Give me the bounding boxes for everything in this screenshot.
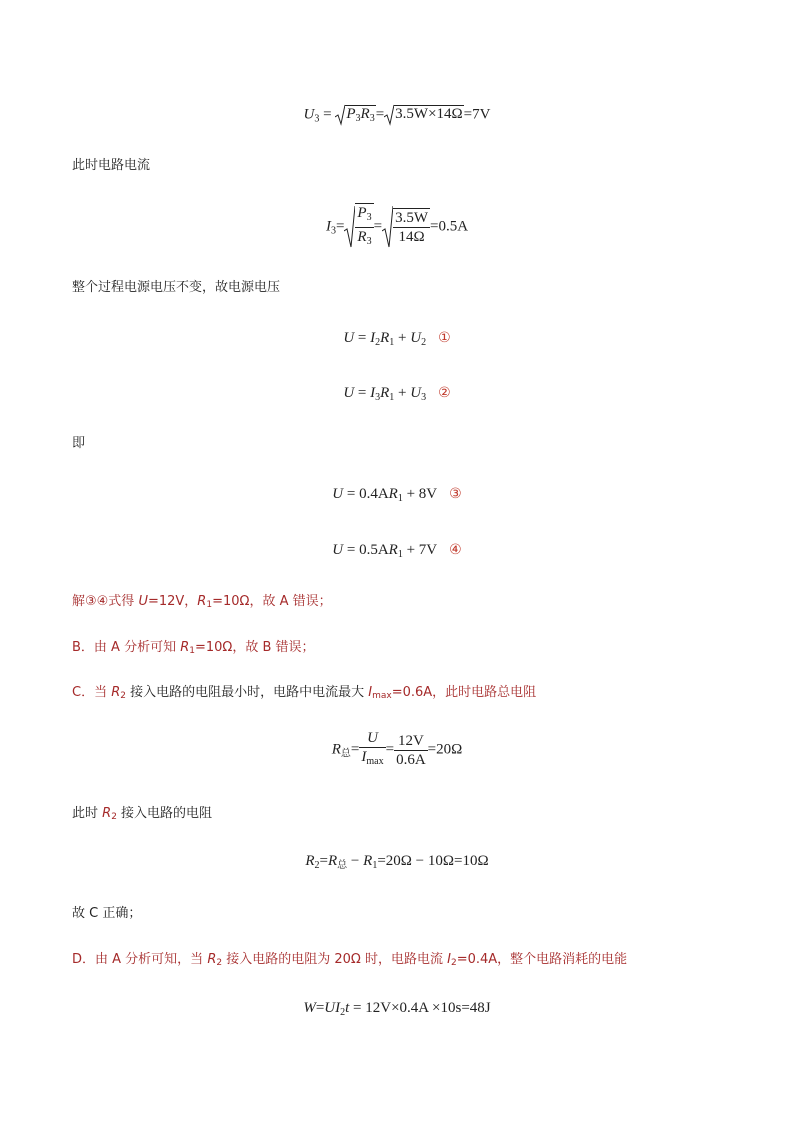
equation-3: $U = 0.4AR_1 + 8V$ ③ <box>332 486 462 504</box>
sqrt-symbol <box>344 205 355 249</box>
option-c: C．当 $R_2$ 接入电路的电阻最小时，电路中电流最大 $I_{max}=0.6A$，此时电路总电阻 <box>72 685 537 701</box>
equation-u3: $U_3 = P_3R_3= 3.5W\times 14\Omega=7V$ <box>0 104 794 129</box>
line-c-correct: 故 C 正确； <box>72 906 142 921</box>
equation-4: $U = 0.5AR_1 + 7V$ ④ <box>332 542 462 560</box>
line-current: 此时电路电流 <box>72 158 151 173</box>
line-r2: 此时 $R_2$ 接入电路的电阻 <box>72 806 213 822</box>
equation-2: $U = I_3R_1 + U_3$ ② <box>343 385 451 403</box>
equation-r-total: $R_总=$ $\frac{U}{I_{max}}$ = $\frac{12V}{0.6A}$ =20Ω <box>331 730 463 768</box>
equation-1: $U = I_2R_1 + U_2$ ① <box>343 330 451 348</box>
sqrt-symbol <box>382 205 393 249</box>
line-supply-voltage: 整个过程电源电压不变，故电源电压 <box>72 280 281 295</box>
equation-r2: $R_2=R_总 - R_1=20\Omega - 10\Omega=10\Omega$ <box>305 853 489 871</box>
line-solve: 解③④式得 U=12V，$R_1=10\Omega$，故 A 错误； <box>72 594 332 610</box>
line-ji: 即 <box>72 436 86 451</box>
option-d: D．由 A 分析可知，当 $R_2$ 接入电路的电阻为 20Ω 时，电路电流 $I_2=0.4A$，整个电路消耗的电能 <box>72 952 628 968</box>
option-b: B．由 A 分析可知 $R_1=10\Omega$，故 B 错误； <box>72 640 315 656</box>
equation-w: $W=UI_2t = 12V\times 0.4A \times 10s=48J$ <box>303 1000 491 1018</box>
equation-number: ④ <box>449 542 462 558</box>
sqrt-symbol <box>335 104 345 126</box>
sqrt-symbol <box>384 104 394 126</box>
equation-number: ② <box>438 385 451 401</box>
equation-i3: $I_3=$ $\frac{P_3}{R_3}$ = $\frac{3.5W}{14\Omega}$ =0.5A <box>0 203 794 251</box>
equation-number: ③ <box>449 486 462 502</box>
equation-number: ① <box>438 330 451 346</box>
